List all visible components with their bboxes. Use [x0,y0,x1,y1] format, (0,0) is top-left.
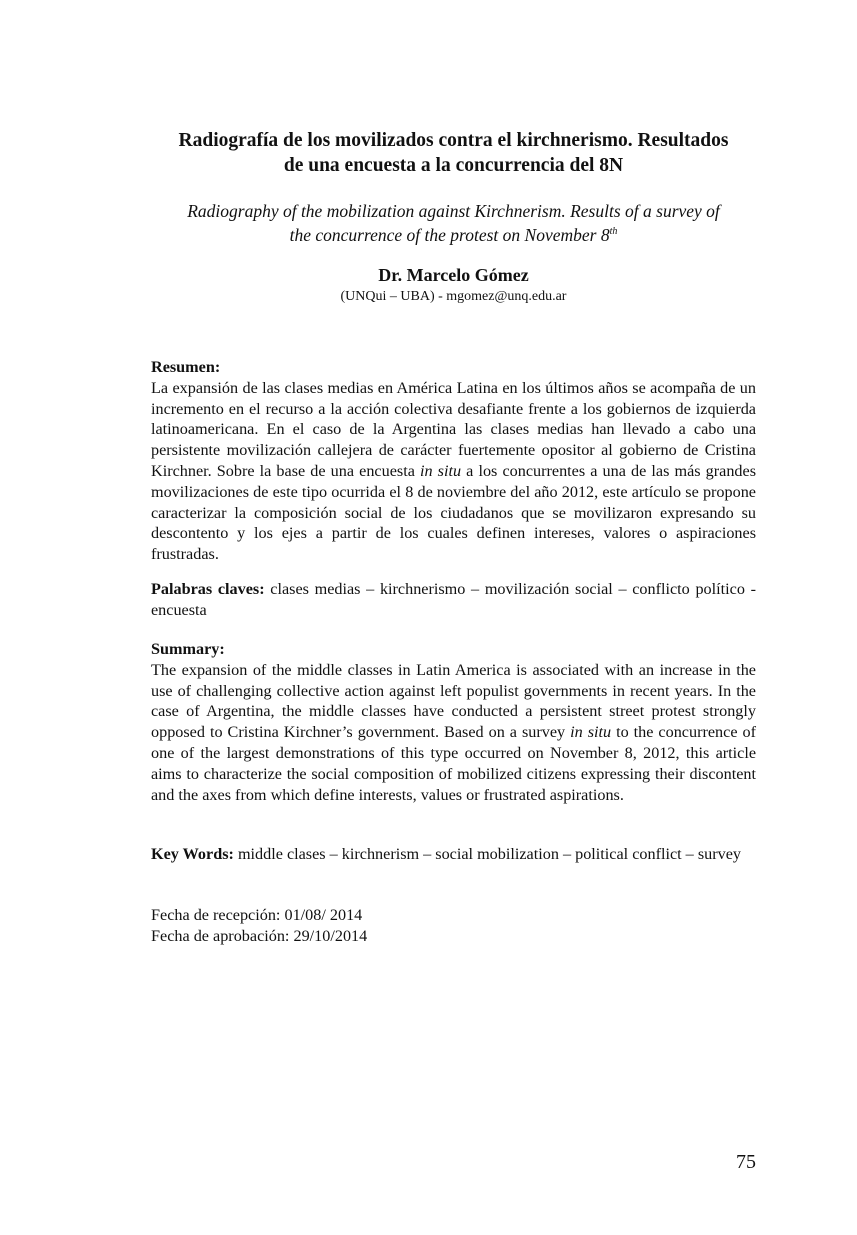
english-title [151,199,756,247]
summary-heading: Summary: [151,640,225,658]
subtitle-line-2 [151,223,756,247]
author-name: Dr. Marcelo Gómez [378,265,529,285]
reception-date: Fecha de recepción: 01/08/ 2014 [151,906,363,924]
resumen-body [151,378,756,565]
article-title [151,128,756,178]
summary-italic: in situ [570,723,612,742]
resumen-text-1: La expansión de las clases medias en América Latina en los últimos años se acompaña de un incremento en el recurso a la acción colectiva desafiante frente a los gobiernos de izquierda latinoamericana. En el caso de la Argentina las clases medias han llevado a cabo una persistente movilización callejera de carácter fuertemente opositor al gobierno de Cristina Kirchner. Sobre la base de una encuesta [151,378,756,480]
key-words-section [151,844,756,865]
summary-text-1: The expansion of the middle classes in Latin America is associated with an increase in the use of challenging collective action against left populist governments in recent years. In the case of Argentina, the middle classes have conducted a persistent street protest strongly opposed to Cristina Kirchner’s government. Based on a survey [151,660,756,742]
resumen-italic: in situ [419,461,462,480]
resumen-heading: Resumen: [151,358,221,376]
dates-section [151,905,756,947]
title-line-2: de una encuesta a la concurrencia del 8N [283,155,624,176]
palabras-claves-label: Palabras claves: [151,580,265,598]
resumen-section [151,357,756,565]
key-words-label: Key Words: [151,845,234,863]
subtitle-line-1: Radiography of the mobilization against Kirchnerism. Results of a survey of [187,201,720,221]
subtitle-line-2-text: the concurrence of the protest on November 8 [289,225,610,245]
palabras-claves [151,579,756,621]
author-affiliation: (UNQui – UBA) - mgomez@unq.edu.ar [340,289,567,304]
summary-section [151,639,756,805]
palabras-claves-section [151,579,756,621]
key-words [151,844,756,865]
resumen-text-2: a los concurrentes a una de las más grandes movilizaciones de este tipo ocurrida el 8 de noviembre del año 2012, este artículo se propone caracterizar la composición social de los ciudadanos que se movilizaron expresando su descontento y los ejes a partir de los cuales definen intereses, valores o aspiraciones frustradas. [151,461,756,564]
page-number: 75 [736,1151,756,1173]
summary-text-2: to the concurrence of one of the largest demonstrations of this type occurred on November 8, 2012, this article aims to characterize the social composition of mobilized citizens expressing their discontent and the axes from which define interests, values or frustrated aspirations. [151,723,756,804]
approval-date: Fecha de aprobación: 29/10/2014 [151,926,368,945]
subtitle-superscript: th [609,226,618,238]
key-words-text: middle clases – kirchnerism – social mobilization – political conflict – survey [233,845,741,863]
title-line-1: Radiografía de los movilizados contra el kirchnerismo. Resultados [178,130,729,151]
summary-body [151,660,756,806]
palabras-claves-text: clases medias – kirchnerismo – movilización social – conflicto político - encuesta [151,580,756,619]
